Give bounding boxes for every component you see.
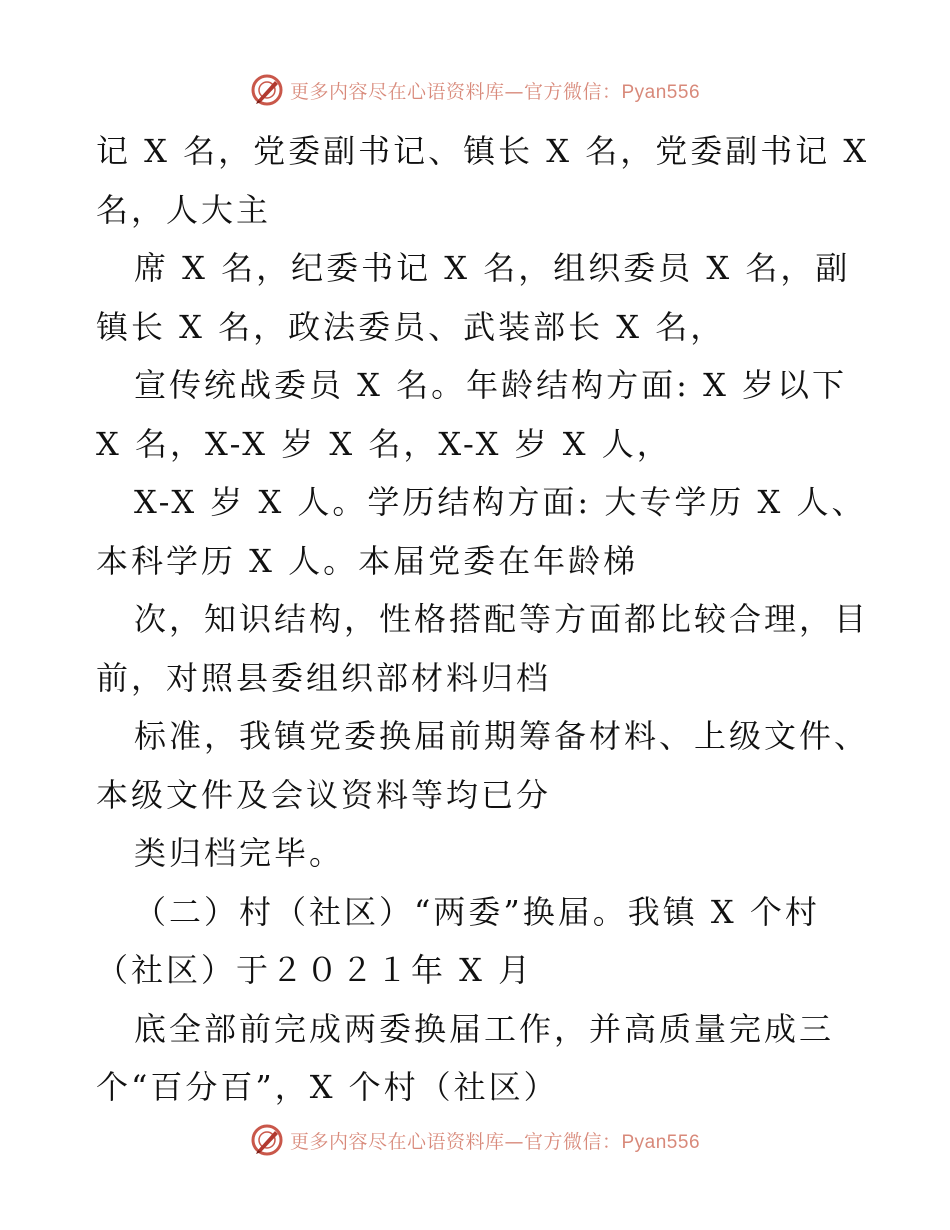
text-line: 底全部前完成两委换届工作，并高质量完成三 <box>134 1009 835 1048</box>
seal-pen-logo-icon <box>250 73 284 107</box>
seal-pen-logo-icon <box>250 1123 284 1157</box>
text-line: 镇长 X 名，政法委员、武装部长 X 名， <box>96 307 726 346</box>
text-line: （二）村（社区）“两委”换届。我镇 X 个村 <box>134 892 820 931</box>
text-line: 个“百分百”，X 个村（社区） <box>96 1068 559 1106</box>
text-line: 宣传统战委员 X 名。年龄结构方面: X 岁以下 <box>134 366 848 404</box>
header-watermark <box>0 68 950 112</box>
text-line: 类归档完毕。 <box>134 834 345 872</box>
document-body <box>96 122 870 1117</box>
text-line: 席 X 名，纪委书记 X 名，组织委员 X 名，副 <box>134 249 851 287</box>
text-line: 标准，我镇党委换届前期筹备材料、上级文件、 <box>134 717 870 755</box>
text-line: 前，对照县委组织部材料归档 <box>96 658 552 697</box>
watermark-text: 更多内容尽在心语资料库—官方微信：Pyan556 <box>289 1130 701 1153</box>
text-line: （社区）于２０２１年 X 月 <box>96 951 534 989</box>
text-line: 本科学历 X 人。本届党委在年龄梯 <box>96 541 639 580</box>
text-line: 本级文件及会议资料等均已分 <box>96 775 552 814</box>
text-line: X-X 岁 X 人。学历结构方面: 大专学历 X 人、 <box>134 483 867 521</box>
footer-watermark <box>0 1118 950 1162</box>
text-line: 次，知识结构，性格搭配等方面都比较合理，目 <box>134 600 870 638</box>
text-line: 记 X 名，党委副书记、镇长 X 名，党委副书记 X <box>96 132 870 170</box>
text-line: X 名，X-X 岁 X 名，X-X 岁 X 人， <box>96 424 672 463</box>
watermark-text: 更多内容尽在心语资料库—官方微信：Pyan556 <box>289 80 701 103</box>
text-line: 名，人大主 <box>96 190 272 229</box>
